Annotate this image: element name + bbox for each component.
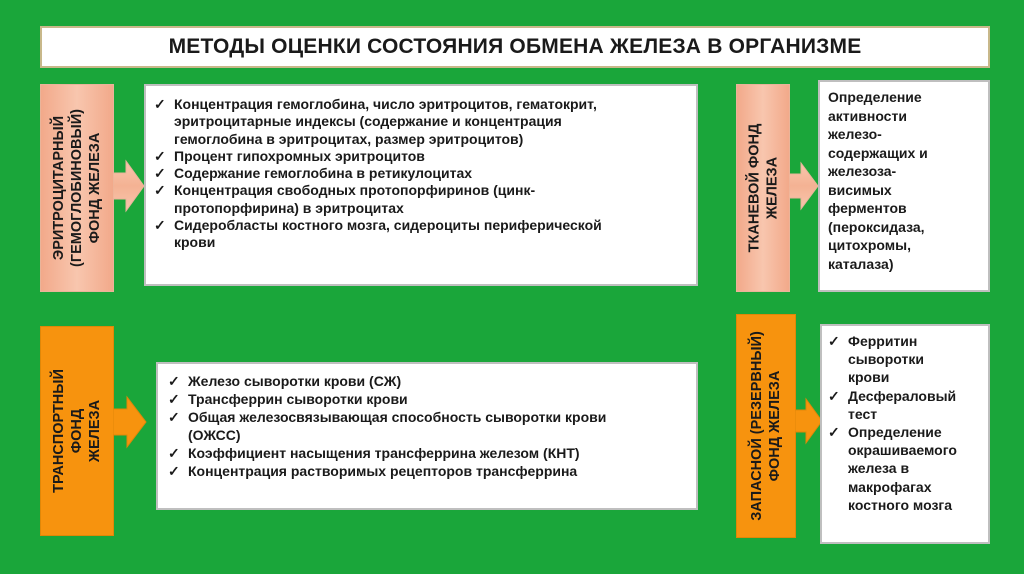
item-line: Определение [848,424,942,441]
item-line: Десфераловый [848,387,957,404]
transport-fund-line3: ЖЕЛЕЗА [87,399,104,463]
check-icon: ✓ [154,182,166,199]
erythrocytic-fund-line1: ЭРИТРОЦИТАРНЫЙ [51,115,67,261]
transport-arrow-icon [113,394,147,450]
transport-fund-line2: ФОНД [69,408,86,454]
item-line: крови [174,234,216,251]
transport-fund-label [40,326,114,536]
list-item [152,148,686,165]
list-item [166,390,686,408]
list-item [826,387,982,423]
list-item [152,182,686,217]
tissue-line: (пероксидаза, [828,218,925,235]
list-item [826,332,982,387]
transport-fund-line1: ТРАНСПОРТНЫЙ [51,369,68,493]
item-line: Концентрация гемоглобина, число эритроцитов, гематокрит, [174,96,597,112]
check-icon: ✓ [828,424,840,441]
item-line: железа в [848,460,910,477]
check-icon: ✓ [168,445,180,461]
tissue-methods-box [818,80,990,292]
tissue-fund-line1: ТКАНЕВОЙ ФОНД [746,123,762,253]
reserve-arrow-icon [795,396,823,446]
reserve-methods-list [826,332,982,514]
check-icon: ✓ [168,391,180,407]
list-item [166,444,686,462]
erythrocytic-methods-box [144,84,698,286]
reserve-fund-line2: ФОНД ЖЕЛЕЗА [767,370,783,482]
list-item [166,372,686,390]
list-item [152,165,686,182]
item-line: тест [848,405,878,422]
item-line: крови [848,369,890,386]
list-item [166,462,686,480]
list-item [152,217,686,252]
check-icon: ✓ [154,217,166,234]
tissue-line: активности [828,107,907,124]
erythrocytic-fund-line3: ФОНД ЖЕЛЕЗА [87,132,103,244]
reserve-fund-line1: ЗАПАСНОЙ (РЕЗЕРВНЫЙ) [749,331,765,521]
check-icon: ✓ [168,463,180,479]
reserve-fund-label [736,314,796,538]
check-icon: ✓ [154,147,166,164]
tissue-line: висимых [828,181,892,198]
check-icon: ✓ [168,373,180,389]
item-line: (ОЖСС) [188,427,241,443]
list-item [152,96,686,148]
item-line: гемоглобина в эритроцитах, размер эритроцитов) [174,130,524,147]
item-line: макрофагах [848,478,932,495]
erythrocytic-arrow-icon [113,158,145,214]
item-line: окрашиваемого [848,442,957,459]
tissue-arrow-icon [789,160,819,212]
item-line: эритроцитарные индексы (содержание и концентрация [174,113,562,130]
item-line: сыворотки [848,351,924,368]
item-line: Концентрация растворимых рецепторов трансферрина [188,463,578,479]
item-line: Сидеробласты костного мозга, сидероциты периферической [174,217,602,234]
tissue-line: цитохромы, [828,237,911,253]
tissue-fund-label [736,84,790,292]
item-line: костного мозга [848,496,953,513]
erythrocytic-methods-list [152,96,686,252]
tissue-line: ферментов [828,200,907,216]
tissue-line: каталаза) [828,255,894,272]
list-item [826,423,982,514]
page-title: МЕТОДЫ ОЦЕНКИ СОСТОЯНИЯ ОБМЕНА ЖЕЛЕЗА В ОРГАНИЗМЕ [40,26,990,68]
item-line: протопорфирина) в эритроцитах [174,199,404,216]
item-line: Коэффициент насыщения трансферрина железом (КНТ) [188,445,580,461]
item-line: Общая железосвязывающая способность сыворотки крови [188,409,607,425]
check-icon: ✓ [168,409,180,425]
item-line: Ферритин [848,333,918,349]
check-icon: ✓ [828,333,840,349]
tissue-fund-line2: ЖЕЛЕЗА [764,156,780,220]
list-item [166,408,686,444]
item-line: Концентрация свободных протопорфиринов (цинк- [174,182,536,199]
item-line: Трансферрин сыворотки крови [188,391,408,407]
reserve-methods-box [820,324,990,544]
tissue-line: содержащих и [828,144,928,161]
item-line: Содержание гемоглобина в ретикулоцитах [174,165,473,182]
check-icon: ✓ [828,387,840,404]
transport-methods-box [156,362,698,510]
check-icon: ✓ [154,165,166,182]
tissue-line: железо- [828,126,882,142]
check-icon: ✓ [154,96,166,112]
item-line: Процент гипохромных эритроцитов [174,147,425,164]
erythrocytic-fund-label [40,84,114,292]
tissue-line: Определение [828,89,922,105]
item-line: Железо сыворотки крови (СЖ) [188,373,402,389]
transport-methods-list [166,372,686,480]
tissue-line: железоза- [828,163,897,179]
erythrocytic-fund-line2: (ГЕМОГЛОБИНОВЫЙ) [69,109,85,267]
